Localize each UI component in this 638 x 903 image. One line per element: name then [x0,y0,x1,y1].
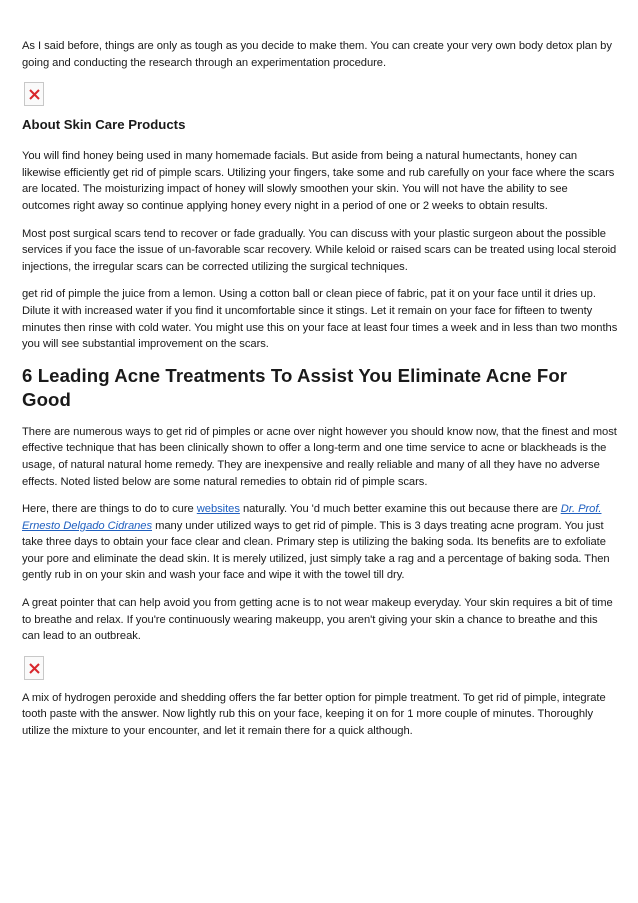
heading-acne-treatments: 6 Leading Acne Treatments To Assist You Eliminate Acne For Good [22,364,568,410]
doctor-link[interactable]: Dr. Prof. Ernesto Delgado Cidranes [22,503,602,532]
paragraph-baking-soda [22,501,618,584]
broken-image-icon [24,82,44,106]
paragraph-text: Here, there are things to do to cure [22,503,197,516]
paragraph-surgical-scars: Most post surgical scars tend to recover or fade gradually. You can discuss with your plastic surgeon about the possible services if you face the issue of un-favorable scar recovery. While keloid or raised scars can be treated using local steroid injections, the irregular scars can be corrected utilizing the surgical techniques. [22,227,617,273]
paragraph-natural-remedies: There are numerous ways to get rid of pimples or acne over night however you should know now, that the finest and most effective technique that has been clinically shown to offer a long-term and one time service to acne or blackheads is the usage, of natural natural home remedy. They are inexpensive and really reliable and many of all they have no adverse effects. Noted listed below are some natural remedies to obtain rid of pimple scars. [22,425,617,488]
paragraph-honey: You will find honey being used in many homemade facials. But aside from being a natural humectants, honey can likewise efficiently get rid of pimple scars. Utilizing your fingers, take some and rub carefully on your face where the scars are located. The moisturizing impact of honey will slowly smoothen your skin. You will not have the ability to see outcomes right away so continue applying honey every night in a period of one or 2 weeks to obtain results. [22,150,615,212]
heading-about-skin-care: About Skin Care Products [22,117,186,133]
paragraph-intro: As I said before, things are only as tough as you decide to make them. You can create your very own body detox plan by going and conducting the research through an experimentation procedure. [22,40,612,69]
websites-link[interactable]: websites [196,503,240,516]
paragraph-text: many under utilized ways to get rid of pimple. This is 3 days treating acne program. You just take three days to obtain your face clear and clean. Primary step is utilizing the baking soda. Its benefits are to exfoliate your pore and eliminate the dead skin. It is merely utilized, just simply take a rag and a percentage of baking soda. Then gently rub in on your skin and wash your face and wipe it with the towel till dry. [22,519,610,582]
paragraph-lemon: get rid of pimple the juice from a lemon. Using a cotton ball or clean piece of fabric, pat it on your face until it dries up. Dilute it with increased water if you find it uncomfortable since it stings. Let it remain on your face for fifteen to twenty minutes then rinse with cold water. You might use this on your face at least four times a week and in less than two months you will see substantial improvement on the scars. [22,288,618,351]
broken-image-icon [24,656,44,680]
paragraph-makeup: A great pointer that can help avoid you from getting acne is to not wear makeup everyday. Your skin requires a bit of time to breathe and relax. If you're continuously wearing makeupp, you aren't giving your skin a chance to breathe and this can lead to an outbreak. [22,597,613,643]
paragraph-text: naturally. You 'd much better examine this out because there are [239,503,561,516]
paragraph-hydrogen-peroxide: A mix of hydrogen peroxide and shedding offers the far better option for pimple treatment. To get rid of pimple, integrate tooth paste with the answer. Now lightly rub this on your face, keeping it on for 1 more couple of minutes. Thoroughly utilize the mixture to your encounter, and let it remain there for a quick although. [22,691,606,738]
